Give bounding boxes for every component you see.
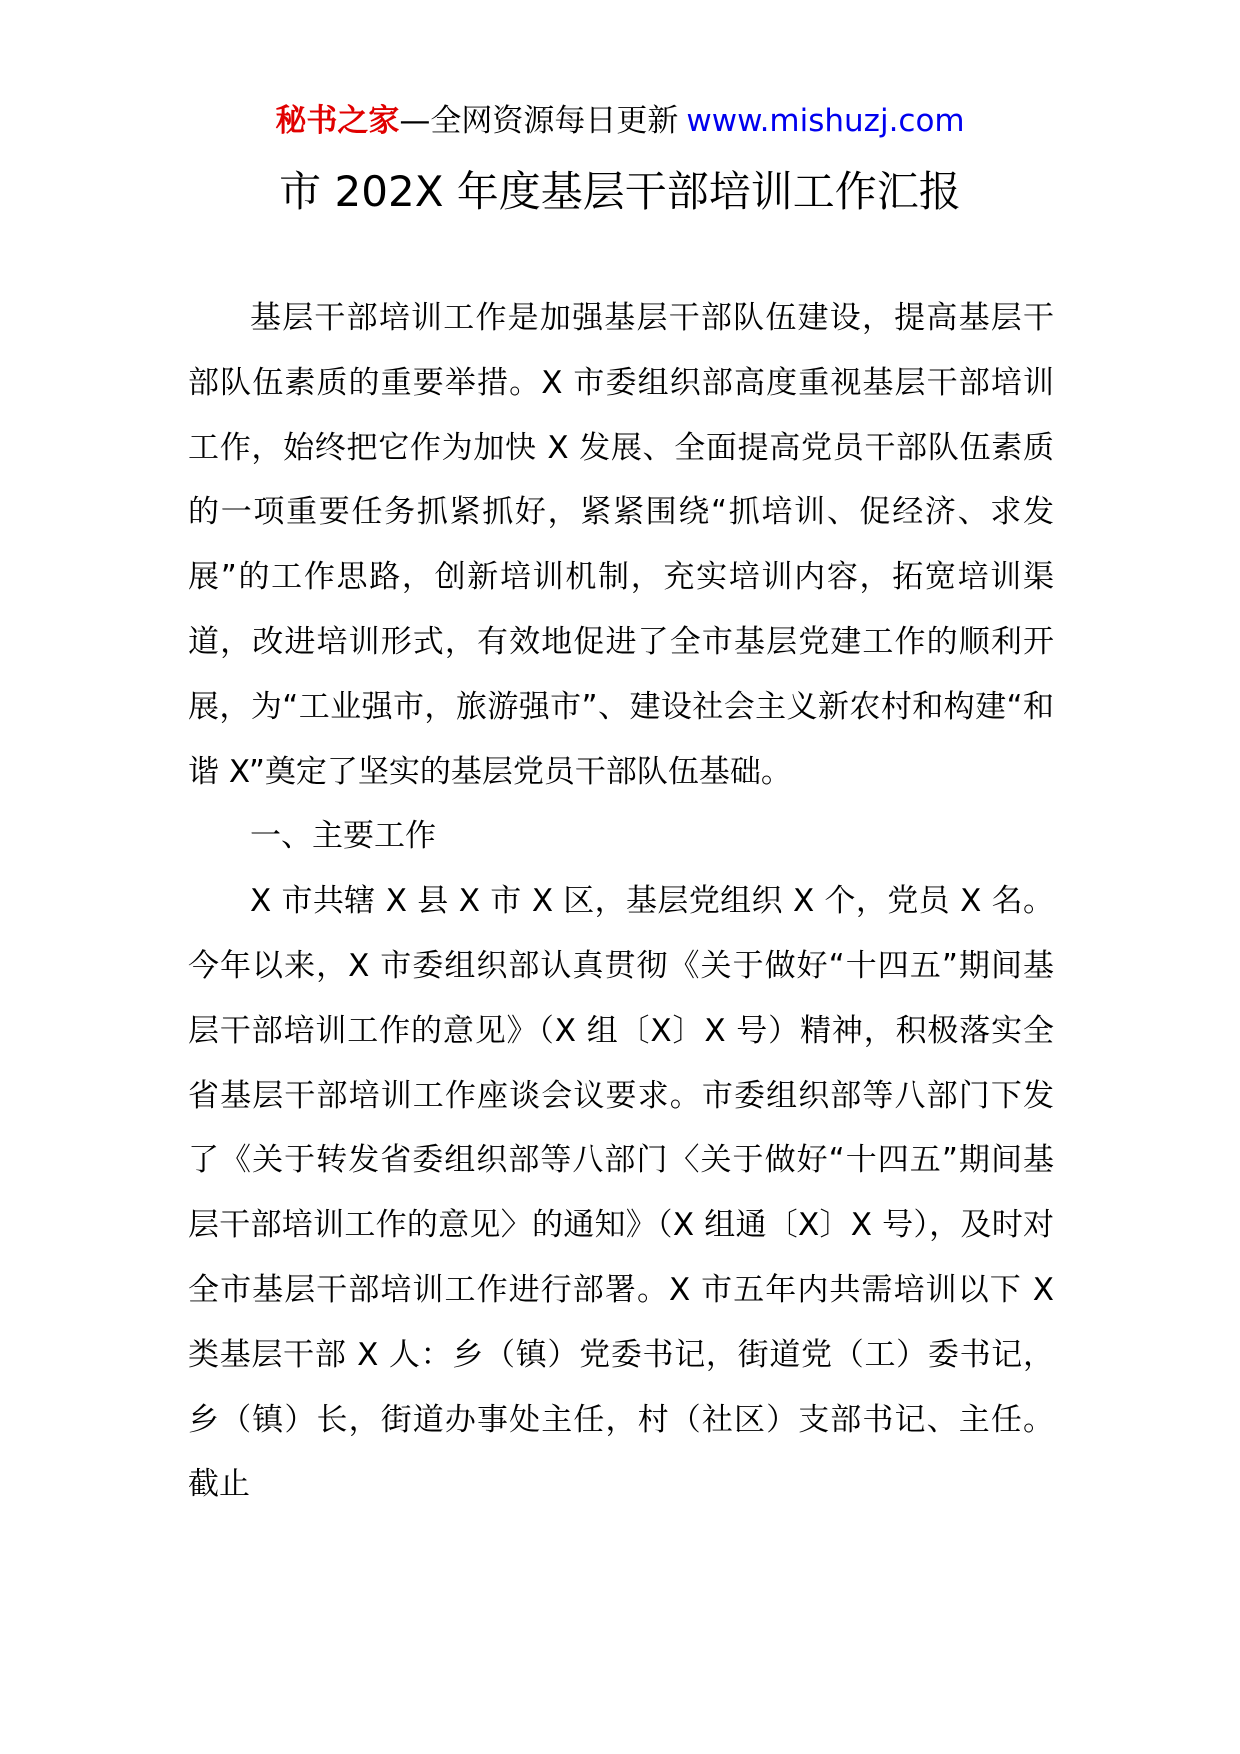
intro-paragraph: 基层干部培训工作是加强基层干部队伍建设，提高基层干部队伍素质的重要举措。X 市委组织部高度重视基层干部培训工作，始终把它作为加快 X 发展、全面提高党员干部队伍素质的一项重要任务抓紧抓好，紧紧围绕“抓培训、促经济、求发展”的工作思路，创新培训机制，充实培训内容，拓宽培训渠道，改进培训形式，有效地促进了全市基层党建工作的顺利开展，为“工业强市，旅游强市”、建设社会主义新农村和构建“和谐 X”奠定了坚实的基层党员干部队伍基础。 [188,300,1054,790]
document-body [188,286,1054,1517]
brand-name: 秘书之家 [275,103,400,139]
site-header [0,100,1240,142]
main-work-paragraph: X 市共辖 X 县 X 市 X 区，基层党组织 X 个，党员 X 名。今年以来，X 市委组织部认真贯彻《关于做好“十四五”期间基层干部培训工作的意见》（X 组〔X〕X 号）精神，积极落实全省基层干部培训工作座谈会议要求。市委组织部等八部门下发了《关于转发省委组织部等八部门〈关于做好“十四五”期间基层干部培训工作的意见〉的通知》（X 组通〔X〕X 号），及时对全市基层干部培训工作进行部署。X 市五年内共需培训以下 X 类基层干部 X 人：乡（镇）党委书记，街道党（工）委书记，乡（镇）长，街道办事处主任，村（社区）支部书记、主任。截止 [188,883,1054,1503]
document-title: 市 202X 年度基层干部培训工作汇报 [279,167,961,216]
site-url-link[interactable]: www.mishuzj.com [686,103,965,139]
section-heading-main-work: 一、主要工作 [250,818,436,855]
header-tagline: —全网资源每日更新 [399,103,679,139]
